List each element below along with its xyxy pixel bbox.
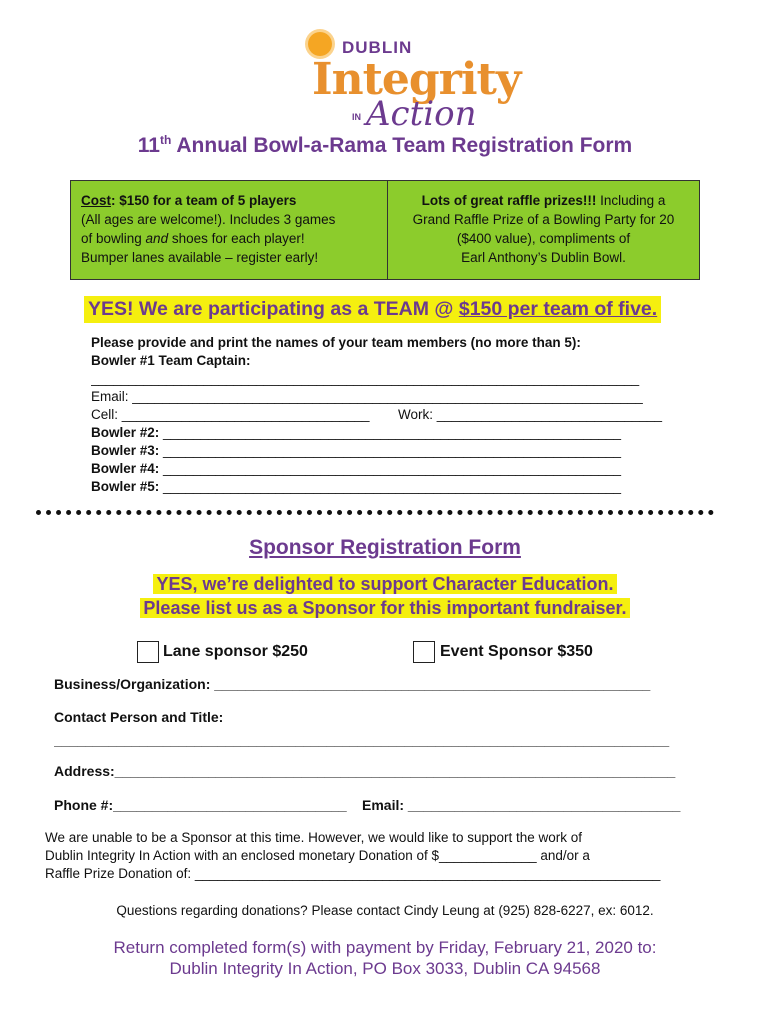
event-sponsor-checkbox[interactable] [413,641,435,663]
title-ordinal: 11 [137,134,160,157]
raffle-info [388,181,699,279]
bowler-4-row[interactable] [91,460,687,478]
bowler-2-label: Bowler #2: [91,425,160,440]
cost-line-2: (All ages are welcome!). Includes 3 games [81,212,336,227]
sponsor-yes-text-1: YES, we’re delighted to support Character Education. [153,574,616,594]
cost-line-3c: shoes for each player! [168,231,305,246]
dublin-integrity-logo [300,28,521,136]
cost-line-3a: of bowling [81,231,146,246]
unable-line-1: We are unable to be a Sponsor at this time. However, we would like to support the work of [45,830,583,845]
questions-contact: Questions regarding donations? Please contact Cindy Leung at (925) 828-6227, ex: 6012. [116,903,654,918]
raffle-line-1: Including a [596,193,666,208]
return-line-2: Dublin Integrity In Action, PO Box 3033, Dublin CA 94568 [169,959,601,978]
sun-icon [308,32,332,56]
title-suffix: th [159,133,172,147]
bowler-3-row[interactable] [91,442,687,460]
sponsor-title: Sponsor Registration Form [249,536,521,559]
phone-field[interactable]: Phone #:______________________________ [54,797,347,813]
captain-work-field[interactable]: Work: ______________________________ [398,407,662,422]
unable-line-2[interactable]: Dublin Integrity In Action with an enclosed monetary Donation of $_____________ and/or a [45,848,590,863]
address-field[interactable]: Address:________________________________________________________________________ [54,763,676,779]
business-field[interactable]: Business/Organization: ________________________________________________________ [54,676,651,692]
captain-label: Bowler #1 Team Captain: [91,353,251,368]
cost-label: Cost [81,193,111,208]
title-rest: Annual Bowl-a-Rama Team Registration Form [171,134,633,157]
return-instructions [0,937,770,979]
sponsor-yes-text-2: Please list us as a Sponsor for this important fundraiser. [140,598,629,618]
sponsor-yes-line-2 [0,598,770,619]
cost-line-3b: and [145,231,169,246]
captain-cell-field[interactable]: Cell: _________________________________ [91,407,370,422]
return-line-1: Return completed form(s) with payment by Friday, February 21, 2020 to: [113,938,657,957]
raffle-line-4: Earl Anthony’s Dublin Bowl. [461,250,626,265]
event-sponsor-label: Event Sponsor $350 [440,643,593,660]
logo-integrity-text: Integrity [312,54,521,105]
sponsor-yes-line-1 [0,574,770,595]
team-headline-price: $150 per team of five. [458,298,658,320]
team-instruction: Please provide and print the names of your team members (no more than 5): [91,335,581,350]
team-headline-text: YES! We are participating as a TEAM @ [88,298,459,320]
raffle-line-2: Grand Raffle Prize of a Bowling Party for 20 [412,212,675,227]
contact-field[interactable]: _______________________________________________________________________________ [54,732,670,748]
dotted-divider [36,510,714,515]
bowler-2-field[interactable]: _____________________________________________________________ [163,425,622,440]
cost-info [71,181,388,279]
cost-value: : $150 for a team of 5 players [111,193,297,208]
logo-action-text: Action [366,94,477,134]
captain-name-field[interactable]: _________________________________________________________________________ [91,371,640,386]
raffle-line-3: ($400 value), compliments of [456,231,631,246]
page-title [0,133,770,158]
bowler-5-row[interactable] [91,478,687,496]
bowler-3-label: Bowler #3: [91,443,160,458]
bowler-3-field[interactable]: _____________________________________________________________ [163,443,622,458]
lane-sponsor-label: Lane sponsor $250 [163,643,308,660]
bowler-5-field[interactable]: _____________________________________________________________ [163,479,622,494]
bowler-4-field[interactable]: _____________________________________________________________ [163,461,622,476]
bowler-5-label: Bowler #5: [91,479,160,494]
lane-sponsor-checkbox[interactable] [137,641,159,663]
bowler-4-label: Bowler #4: [91,461,160,476]
sponsor-email-field[interactable]: Email: ___________________________________ [362,797,681,813]
logo-in-text: IN [352,112,361,122]
team-headline [84,296,661,323]
raffle-donation-field[interactable]: Raffle Prize Donation of: ______________________________________________________________ [45,866,661,881]
raffle-bold: Lots of great raffle prizes!!! [421,193,597,208]
contact-label: Contact Person and Title: [54,709,224,725]
logo-dublin-text: DUBLIN [342,38,413,57]
cost-line-4: Bumper lanes available – register early! [81,250,319,265]
info-box [70,180,700,280]
bowler-2-row[interactable] [91,424,687,442]
captain-email-field[interactable]: Email: ____________________________________________________________________ [91,389,643,404]
